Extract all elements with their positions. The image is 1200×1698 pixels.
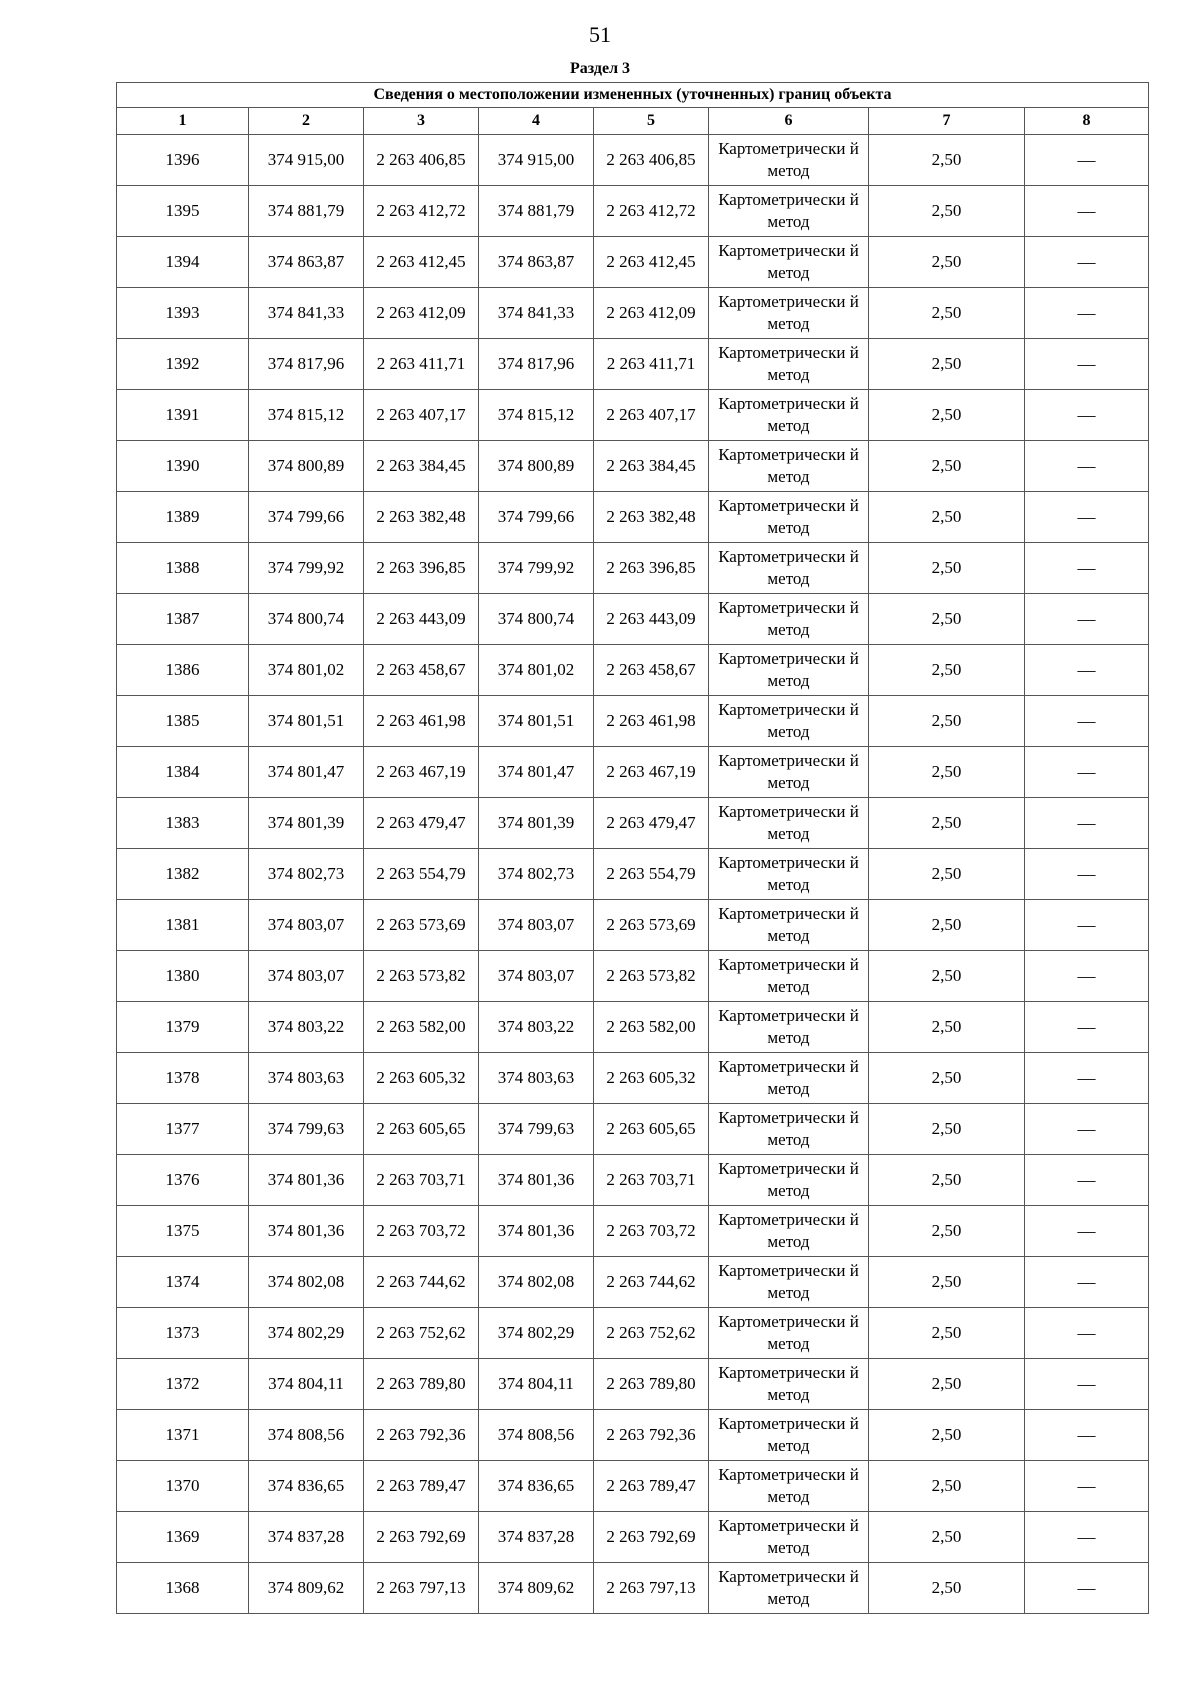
table-cell-col-4: 374 804,11: [479, 1359, 594, 1410]
table-cell-col-8: —: [1025, 543, 1149, 594]
table-row: [117, 798, 1149, 849]
table-cell-col-3: 2 263 396,85: [364, 543, 479, 594]
table-cell-col-3: 2 263 797,13: [364, 1563, 479, 1614]
table-cell-col-2: 374 802,73: [249, 849, 364, 900]
table-row: [117, 645, 1149, 696]
table-cell-col-5: 2 263 703,71: [594, 1155, 709, 1206]
table-cell-col-2: 374 915,00: [249, 135, 364, 186]
column-number-7: 7: [869, 108, 1025, 135]
table-cell-col-1: 1386: [117, 645, 249, 696]
table-cell-col-6: Картометрически й метод: [709, 1206, 869, 1257]
table-cell-col-6: Картометрически й метод: [709, 1002, 869, 1053]
table-cell-col-2: 374 881,79: [249, 186, 364, 237]
table-cell-col-2: 374 799,63: [249, 1104, 364, 1155]
table-cell-col-1: 1392: [117, 339, 249, 390]
table-cell-col-8: —: [1025, 1563, 1149, 1614]
table-cell-col-8: —: [1025, 1410, 1149, 1461]
table-cell-col-3: 2 263 382,48: [364, 492, 479, 543]
table-cell-col-5: 2 263 411,71: [594, 339, 709, 390]
table-row: [117, 849, 1149, 900]
table-cell-col-3: 2 263 573,69: [364, 900, 479, 951]
table-cell-col-7: 2,50: [869, 288, 1025, 339]
table-cell-col-1: 1391: [117, 390, 249, 441]
table-cell-col-7: 2,50: [869, 900, 1025, 951]
table-cell-col-5: 2 263 573,69: [594, 900, 709, 951]
table-cell-col-4: 374 836,65: [479, 1461, 594, 1512]
table-row: [117, 1410, 1149, 1461]
table-cell-col-3: 2 263 605,65: [364, 1104, 479, 1155]
table-cell-col-2: 374 837,28: [249, 1512, 364, 1563]
table-cell-col-8: —: [1025, 1104, 1149, 1155]
table-cell-col-2: 374 801,39: [249, 798, 364, 849]
column-number-6: 6: [709, 108, 869, 135]
table-cell-col-2: 374 801,36: [249, 1155, 364, 1206]
table-cell-col-4: 374 801,47: [479, 747, 594, 798]
table-cell-col-6: Картометрически й метод: [709, 696, 869, 747]
table-row: [117, 747, 1149, 798]
table-cell-col-6: Картометрически й метод: [709, 135, 869, 186]
table-cell-col-5: 2 263 789,47: [594, 1461, 709, 1512]
table-cell-col-8: —: [1025, 1155, 1149, 1206]
table-cell-col-1: 1383: [117, 798, 249, 849]
table-cell-col-6: Картометрически й метод: [709, 339, 869, 390]
table-cell-col-1: 1372: [117, 1359, 249, 1410]
table-cell-col-5: 2 263 605,65: [594, 1104, 709, 1155]
table-cell-col-1: 1370: [117, 1461, 249, 1512]
table-cell-col-5: 2 263 703,72: [594, 1206, 709, 1257]
table-cell-col-2: 374 803,07: [249, 951, 364, 1002]
table-row: [117, 186, 1149, 237]
table-cell-col-6: Картометрически й метод: [709, 1410, 869, 1461]
table-cell-col-4: 374 801,36: [479, 1155, 594, 1206]
table-cell-col-3: 2 263 458,67: [364, 645, 479, 696]
table-cell-col-5: 2 263 461,98: [594, 696, 709, 747]
table-cell-col-6: Картометрически й метод: [709, 1155, 869, 1206]
table-cell-col-6: Картометрически й метод: [709, 237, 869, 288]
table-cell-col-3: 2 263 407,17: [364, 390, 479, 441]
table-cell-col-7: 2,50: [869, 951, 1025, 1002]
table-cell-col-1: 1371: [117, 1410, 249, 1461]
table-cell-col-1: 1374: [117, 1257, 249, 1308]
table-cell-col-5: 2 263 789,80: [594, 1359, 709, 1410]
table-row: [117, 1461, 1149, 1512]
table-cell-col-8: —: [1025, 441, 1149, 492]
table-cell-col-1: 1390: [117, 441, 249, 492]
table-cell-col-1: 1373: [117, 1308, 249, 1359]
table-cell-col-7: 2,50: [869, 339, 1025, 390]
table-row: [117, 441, 1149, 492]
table-cell-col-4: 374 803,63: [479, 1053, 594, 1104]
table-cell-col-7: 2,50: [869, 135, 1025, 186]
table-cell-col-4: 374 863,87: [479, 237, 594, 288]
table-row: [117, 492, 1149, 543]
table-cell-col-8: —: [1025, 1206, 1149, 1257]
table-cell-col-4: 374 801,02: [479, 645, 594, 696]
table-cell-col-3: 2 263 384,45: [364, 441, 479, 492]
table-cell-col-2: 374 800,74: [249, 594, 364, 645]
table-cell-col-1: 1369: [117, 1512, 249, 1563]
table-cell-col-4: 374 809,62: [479, 1563, 594, 1614]
table-cell-col-5: 2 263 407,17: [594, 390, 709, 441]
table-cell-col-8: —: [1025, 849, 1149, 900]
table-cell-col-8: —: [1025, 1002, 1149, 1053]
table-cell-col-8: —: [1025, 798, 1149, 849]
table-cell-col-8: —: [1025, 186, 1149, 237]
table-cell-col-7: 2,50: [869, 1563, 1025, 1614]
table-cell-col-5: 2 263 479,47: [594, 798, 709, 849]
table-cell-col-3: 2 263 789,80: [364, 1359, 479, 1410]
table-cell-col-7: 2,50: [869, 1104, 1025, 1155]
table-cell-col-1: 1387: [117, 594, 249, 645]
table-cell-col-4: 374 808,56: [479, 1410, 594, 1461]
table-cell-col-4: 374 837,28: [479, 1512, 594, 1563]
table-cell-col-3: 2 263 573,82: [364, 951, 479, 1002]
table-cell-col-2: 374 801,47: [249, 747, 364, 798]
column-number-row: [117, 108, 1149, 135]
table-cell-col-3: 2 263 412,45: [364, 237, 479, 288]
table-cell-col-6: Картометрически й метод: [709, 798, 869, 849]
table-cell-col-6: Картометрически й метод: [709, 441, 869, 492]
table-cell-col-7: 2,50: [869, 1257, 1025, 1308]
table-cell-col-6: Картометрически й метод: [709, 1257, 869, 1308]
table-cell-col-6: Картометрически й метод: [709, 645, 869, 696]
table-row: [117, 1002, 1149, 1053]
table-cell-col-2: 374 836,65: [249, 1461, 364, 1512]
table-row: [117, 1512, 1149, 1563]
table-cell-col-2: 374 804,11: [249, 1359, 364, 1410]
table-cell-col-7: 2,50: [869, 1053, 1025, 1104]
table-cell-col-2: 374 801,51: [249, 696, 364, 747]
table-cell-col-4: 374 800,89: [479, 441, 594, 492]
table-cell-col-4: 374 799,66: [479, 492, 594, 543]
table-cell-col-5: 2 263 396,85: [594, 543, 709, 594]
table-cell-col-4: 374 802,08: [479, 1257, 594, 1308]
table-cell-col-4: 374 803,22: [479, 1002, 594, 1053]
table-cell-col-1: 1379: [117, 1002, 249, 1053]
table-row: [117, 1053, 1149, 1104]
table-cell-col-6: Картометрически й метод: [709, 1053, 869, 1104]
column-number-5: 5: [594, 108, 709, 135]
section-title: Раздел 3: [569, 60, 631, 77]
table-cell-col-6: Картометрически й метод: [709, 1512, 869, 1563]
table-cell-col-7: 2,50: [869, 390, 1025, 441]
table-cell-col-2: 374 817,96: [249, 339, 364, 390]
table-cell-col-1: 1368: [117, 1563, 249, 1614]
table-cell-col-4: 374 881,79: [479, 186, 594, 237]
table-cell-col-8: —: [1025, 339, 1149, 390]
table-cell-col-1: 1382: [117, 849, 249, 900]
table-cell-col-3: 2 263 406,85: [364, 135, 479, 186]
column-number-8: 8: [1025, 108, 1149, 135]
table-cell-col-1: 1384: [117, 747, 249, 798]
table-cell-col-7: 2,50: [869, 1155, 1025, 1206]
table-cell-col-1: 1375: [117, 1206, 249, 1257]
table-cell-col-3: 2 263 412,09: [364, 288, 479, 339]
table-cell-col-8: —: [1025, 1257, 1149, 1308]
table-row: [117, 594, 1149, 645]
table-cell-col-8: —: [1025, 951, 1149, 1002]
table-cell-col-7: 2,50: [869, 1461, 1025, 1512]
table-cell-col-6: Картометрически й метод: [709, 288, 869, 339]
table-cell-col-8: —: [1025, 135, 1149, 186]
table-cell-col-4: 374 801,51: [479, 696, 594, 747]
table-cell-col-1: 1396: [117, 135, 249, 186]
table-cell-col-6: Картометрически й метод: [709, 543, 869, 594]
table-cell-col-5: 2 263 792,36: [594, 1410, 709, 1461]
table-row: [117, 900, 1149, 951]
table-cell-col-3: 2 263 703,72: [364, 1206, 479, 1257]
table-cell-col-5: 2 263 797,13: [594, 1563, 709, 1614]
table-cell-col-2: 374 808,56: [249, 1410, 364, 1461]
table-cell-col-7: 2,50: [869, 1359, 1025, 1410]
table-row: [117, 543, 1149, 594]
table-cell-col-2: 374 799,66: [249, 492, 364, 543]
table-cell-col-8: —: [1025, 594, 1149, 645]
table-cell-col-4: 374 800,74: [479, 594, 594, 645]
table-cell-col-7: 2,50: [869, 696, 1025, 747]
table-cell-col-2: 374 809,62: [249, 1563, 364, 1614]
table-cell-col-1: 1381: [117, 900, 249, 951]
table-cell-col-3: 2 263 412,72: [364, 186, 479, 237]
table-cell-col-4: 374 801,36: [479, 1206, 594, 1257]
table-cell-col-6: Картометрически й метод: [709, 492, 869, 543]
table-cell-col-5: 2 263 443,09: [594, 594, 709, 645]
table-cell-col-4: 374 799,92: [479, 543, 594, 594]
table-cell-col-8: —: [1025, 1359, 1149, 1410]
table-cell-col-1: 1388: [117, 543, 249, 594]
table-cell-col-6: Картометрически й метод: [709, 1104, 869, 1155]
table-cell-col-8: —: [1025, 747, 1149, 798]
table-cell-col-4: 374 802,73: [479, 849, 594, 900]
table-cell-col-2: 374 803,22: [249, 1002, 364, 1053]
table-row: [117, 1359, 1149, 1410]
table-cell-col-3: 2 263 605,32: [364, 1053, 479, 1104]
table-cell-col-5: 2 263 744,62: [594, 1257, 709, 1308]
table-cell-col-3: 2 263 554,79: [364, 849, 479, 900]
table-cell-col-5: 2 263 752,62: [594, 1308, 709, 1359]
table-cell-col-7: 2,50: [869, 441, 1025, 492]
table-cell-col-6: Картометрически й метод: [709, 951, 869, 1002]
table-cell-col-1: 1377: [117, 1104, 249, 1155]
table-cell-col-7: 2,50: [869, 594, 1025, 645]
table-cell-col-7: 2,50: [869, 798, 1025, 849]
table-cell-col-5: 2 263 792,69: [594, 1512, 709, 1563]
table-cell-col-1: 1393: [117, 288, 249, 339]
table-cell-col-7: 2,50: [869, 492, 1025, 543]
table-row: [117, 339, 1149, 390]
table-cell-col-1: 1380: [117, 951, 249, 1002]
table-cell-col-2: 374 803,63: [249, 1053, 364, 1104]
table-cell-col-7: 2,50: [869, 543, 1025, 594]
table-cell-col-2: 374 815,12: [249, 390, 364, 441]
table-cell-col-1: 1385: [117, 696, 249, 747]
table-cell-col-8: —: [1025, 696, 1149, 747]
table-cell-col-4: 374 801,39: [479, 798, 594, 849]
table-row: [117, 951, 1149, 1002]
table-cell-col-3: 2 263 411,71: [364, 339, 479, 390]
table-row: [117, 288, 1149, 339]
table-cell-col-8: —: [1025, 900, 1149, 951]
table-cell-col-7: 2,50: [869, 1410, 1025, 1461]
table-cell-col-8: —: [1025, 288, 1149, 339]
column-number-2: 2: [249, 108, 364, 135]
table-title: Сведения о местоположении измененных (уточненных) границ объекта: [117, 83, 1149, 108]
table-cell-col-4: 374 803,07: [479, 951, 594, 1002]
table-row: [117, 390, 1149, 441]
table-cell-col-7: 2,50: [869, 237, 1025, 288]
table-row: [117, 1104, 1149, 1155]
table-row: [117, 237, 1149, 288]
table-cell-col-8: —: [1025, 390, 1149, 441]
table-cell-col-7: 2,50: [869, 645, 1025, 696]
table-cell-col-6: Картометрически й метод: [709, 900, 869, 951]
table-cell-col-6: Картометрически й метод: [709, 390, 869, 441]
table-cell-col-4: 374 815,12: [479, 390, 594, 441]
table-cell-col-8: —: [1025, 492, 1149, 543]
table-cell-col-2: 374 841,33: [249, 288, 364, 339]
table-cell-col-6: Картометрически й метод: [709, 186, 869, 237]
table-cell-col-3: 2 263 752,62: [364, 1308, 479, 1359]
table-cell-col-8: —: [1025, 1512, 1149, 1563]
table-cell-col-3: 2 263 443,09: [364, 594, 479, 645]
table-cell-col-3: 2 263 467,19: [364, 747, 479, 798]
table-row: [117, 1257, 1149, 1308]
table-cell-col-8: —: [1025, 1308, 1149, 1359]
page-number: 51: [589, 22, 611, 47]
table-cell-col-6: Картометрически й метод: [709, 849, 869, 900]
table-cell-col-6: Картометрически й метод: [709, 1563, 869, 1614]
table-cell-col-7: 2,50: [869, 1206, 1025, 1257]
table-cell-col-5: 2 263 554,79: [594, 849, 709, 900]
table-cell-col-6: Картометрически й метод: [709, 594, 869, 645]
table-cell-col-5: 2 263 384,45: [594, 441, 709, 492]
table-cell-col-6: Картометрически й метод: [709, 1308, 869, 1359]
table-body: [117, 135, 1149, 1614]
table-cell-col-1: 1395: [117, 186, 249, 237]
column-number-1: 1: [117, 108, 249, 135]
table-cell-col-6: Картометрически й метод: [709, 1461, 869, 1512]
table-row: [117, 1155, 1149, 1206]
table-row: [117, 696, 1149, 747]
table-cell-col-1: 1389: [117, 492, 249, 543]
column-number-3: 3: [364, 108, 479, 135]
table-cell-col-2: 374 863,87: [249, 237, 364, 288]
table-cell-col-4: 374 915,00: [479, 135, 594, 186]
table-cell-col-3: 2 263 582,00: [364, 1002, 479, 1053]
table-row: [117, 135, 1149, 186]
table-cell-col-2: 374 803,07: [249, 900, 364, 951]
table-cell-col-8: —: [1025, 237, 1149, 288]
table-cell-col-7: 2,50: [869, 849, 1025, 900]
table-cell-col-4: 374 817,96: [479, 339, 594, 390]
table-cell-col-4: 374 802,29: [479, 1308, 594, 1359]
table-cell-col-5: 2 263 467,19: [594, 747, 709, 798]
table-row: [117, 1308, 1149, 1359]
table-cell-col-8: —: [1025, 645, 1149, 696]
table-cell-col-4: 374 841,33: [479, 288, 594, 339]
table-cell-col-5: 2 263 406,85: [594, 135, 709, 186]
table-cell-col-3: 2 263 744,62: [364, 1257, 479, 1308]
table-cell-col-2: 374 800,89: [249, 441, 364, 492]
table-cell-col-2: 374 799,92: [249, 543, 364, 594]
table-cell-col-2: 374 802,29: [249, 1308, 364, 1359]
table-cell-col-8: —: [1025, 1461, 1149, 1512]
table-cell-col-4: 374 799,63: [479, 1104, 594, 1155]
table-cell-col-8: —: [1025, 1053, 1149, 1104]
table-cell-col-3: 2 263 792,36: [364, 1410, 479, 1461]
table-cell-col-1: 1394: [117, 237, 249, 288]
table-cell-col-7: 2,50: [869, 1002, 1025, 1053]
table-cell-col-7: 2,50: [869, 1512, 1025, 1563]
table-cell-col-2: 374 801,36: [249, 1206, 364, 1257]
table-cell-col-3: 2 263 479,47: [364, 798, 479, 849]
table-cell-col-2: 374 801,02: [249, 645, 364, 696]
column-number-4: 4: [479, 108, 594, 135]
table-cell-col-5: 2 263 412,72: [594, 186, 709, 237]
table-cell-col-6: Картометрически й метод: [709, 1359, 869, 1410]
table-row: [117, 1206, 1149, 1257]
table-cell-col-6: Картометрически й метод: [709, 747, 869, 798]
table-cell-col-5: 2 263 458,67: [594, 645, 709, 696]
table-row: [117, 1563, 1149, 1614]
table-cell-col-3: 2 263 792,69: [364, 1512, 479, 1563]
table-cell-col-5: 2 263 573,82: [594, 951, 709, 1002]
table-cell-col-3: 2 263 703,71: [364, 1155, 479, 1206]
table-cell-col-2: 374 802,08: [249, 1257, 364, 1308]
table-cell-col-4: 374 803,07: [479, 900, 594, 951]
table-cell-col-5: 2 263 412,45: [594, 237, 709, 288]
table-cell-col-5: 2 263 582,00: [594, 1002, 709, 1053]
table-cell-col-3: 2 263 789,47: [364, 1461, 479, 1512]
boundary-table: [116, 82, 1149, 1614]
table-cell-col-7: 2,50: [869, 1308, 1025, 1359]
table-cell-col-7: 2,50: [869, 747, 1025, 798]
table-cell-col-5: 2 263 605,32: [594, 1053, 709, 1104]
table-cell-col-7: 2,50: [869, 186, 1025, 237]
table-cell-col-3: 2 263 461,98: [364, 696, 479, 747]
table-cell-col-1: 1376: [117, 1155, 249, 1206]
table-cell-col-5: 2 263 382,48: [594, 492, 709, 543]
table-cell-col-1: 1378: [117, 1053, 249, 1104]
table-cell-col-5: 2 263 412,09: [594, 288, 709, 339]
